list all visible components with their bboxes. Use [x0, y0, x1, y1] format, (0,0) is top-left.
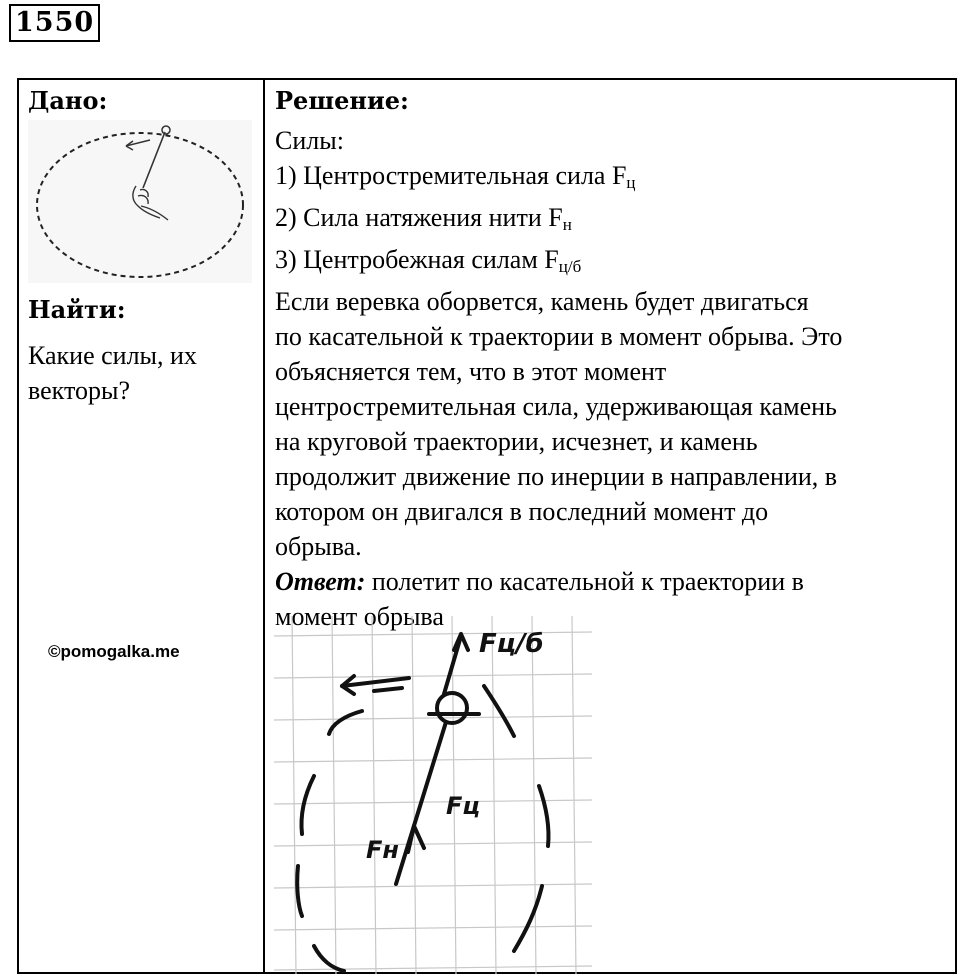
force-item-1: 1) Центростремительная сила $F_ц$	[275, 161, 636, 192]
given-column	[19, 80, 265, 972]
solution-heading: Решение:	[275, 86, 409, 115]
find-text-line: Какие силы, их	[28, 341, 197, 370]
explanation-line: обрыва.	[275, 532, 362, 561]
find-text-line: векторы?	[28, 376, 130, 405]
find-heading: Найти:	[28, 295, 126, 324]
answer-line: момент обрыва	[275, 602, 444, 631]
find-text	[28, 338, 258, 408]
solution-column	[265, 80, 955, 972]
explanation-line: Если веревка оборвется, камень будет двигаться	[275, 287, 809, 316]
solution-table	[17, 78, 957, 974]
explanation-line: продолжит движение по инерции в направлении, в	[275, 462, 838, 491]
force-item-2: 2) Сила натяжения нити $F_н$	[275, 203, 572, 234]
explanation-line: по касательной к траектории в момент обрыва. Это	[275, 322, 843, 351]
given-heading: Дано:	[28, 86, 108, 115]
answer-line: Ответ: полетит по касательной к траектории в	[275, 567, 804, 596]
label-fn: Fн	[366, 836, 399, 864]
force-item-3: 3) Центробежная силам $F_{ц/б}$	[275, 245, 582, 276]
problem-number: 1550	[9, 4, 100, 42]
force-diagram-sketch	[274, 616, 592, 974]
explanation-line: котором он двигался в последний момент до	[275, 497, 769, 526]
label-fcb: Fц/б	[479, 629, 544, 659]
explanation-line: на круговой траектории, исчезнет, и камень	[275, 427, 758, 456]
given-orbit-figure	[28, 120, 252, 283]
solution-body	[275, 123, 945, 634]
forces-heading: Силы:	[275, 126, 344, 155]
watermark: ©pomogalka.me	[48, 642, 180, 661]
label-fc: Fц	[446, 792, 481, 820]
answer-label: Ответ:	[275, 567, 366, 596]
explanation-line: объясняется тем, что в этот момент	[275, 357, 667, 386]
explanation-line: центростремительная сила, удерживающая камень	[275, 392, 837, 421]
